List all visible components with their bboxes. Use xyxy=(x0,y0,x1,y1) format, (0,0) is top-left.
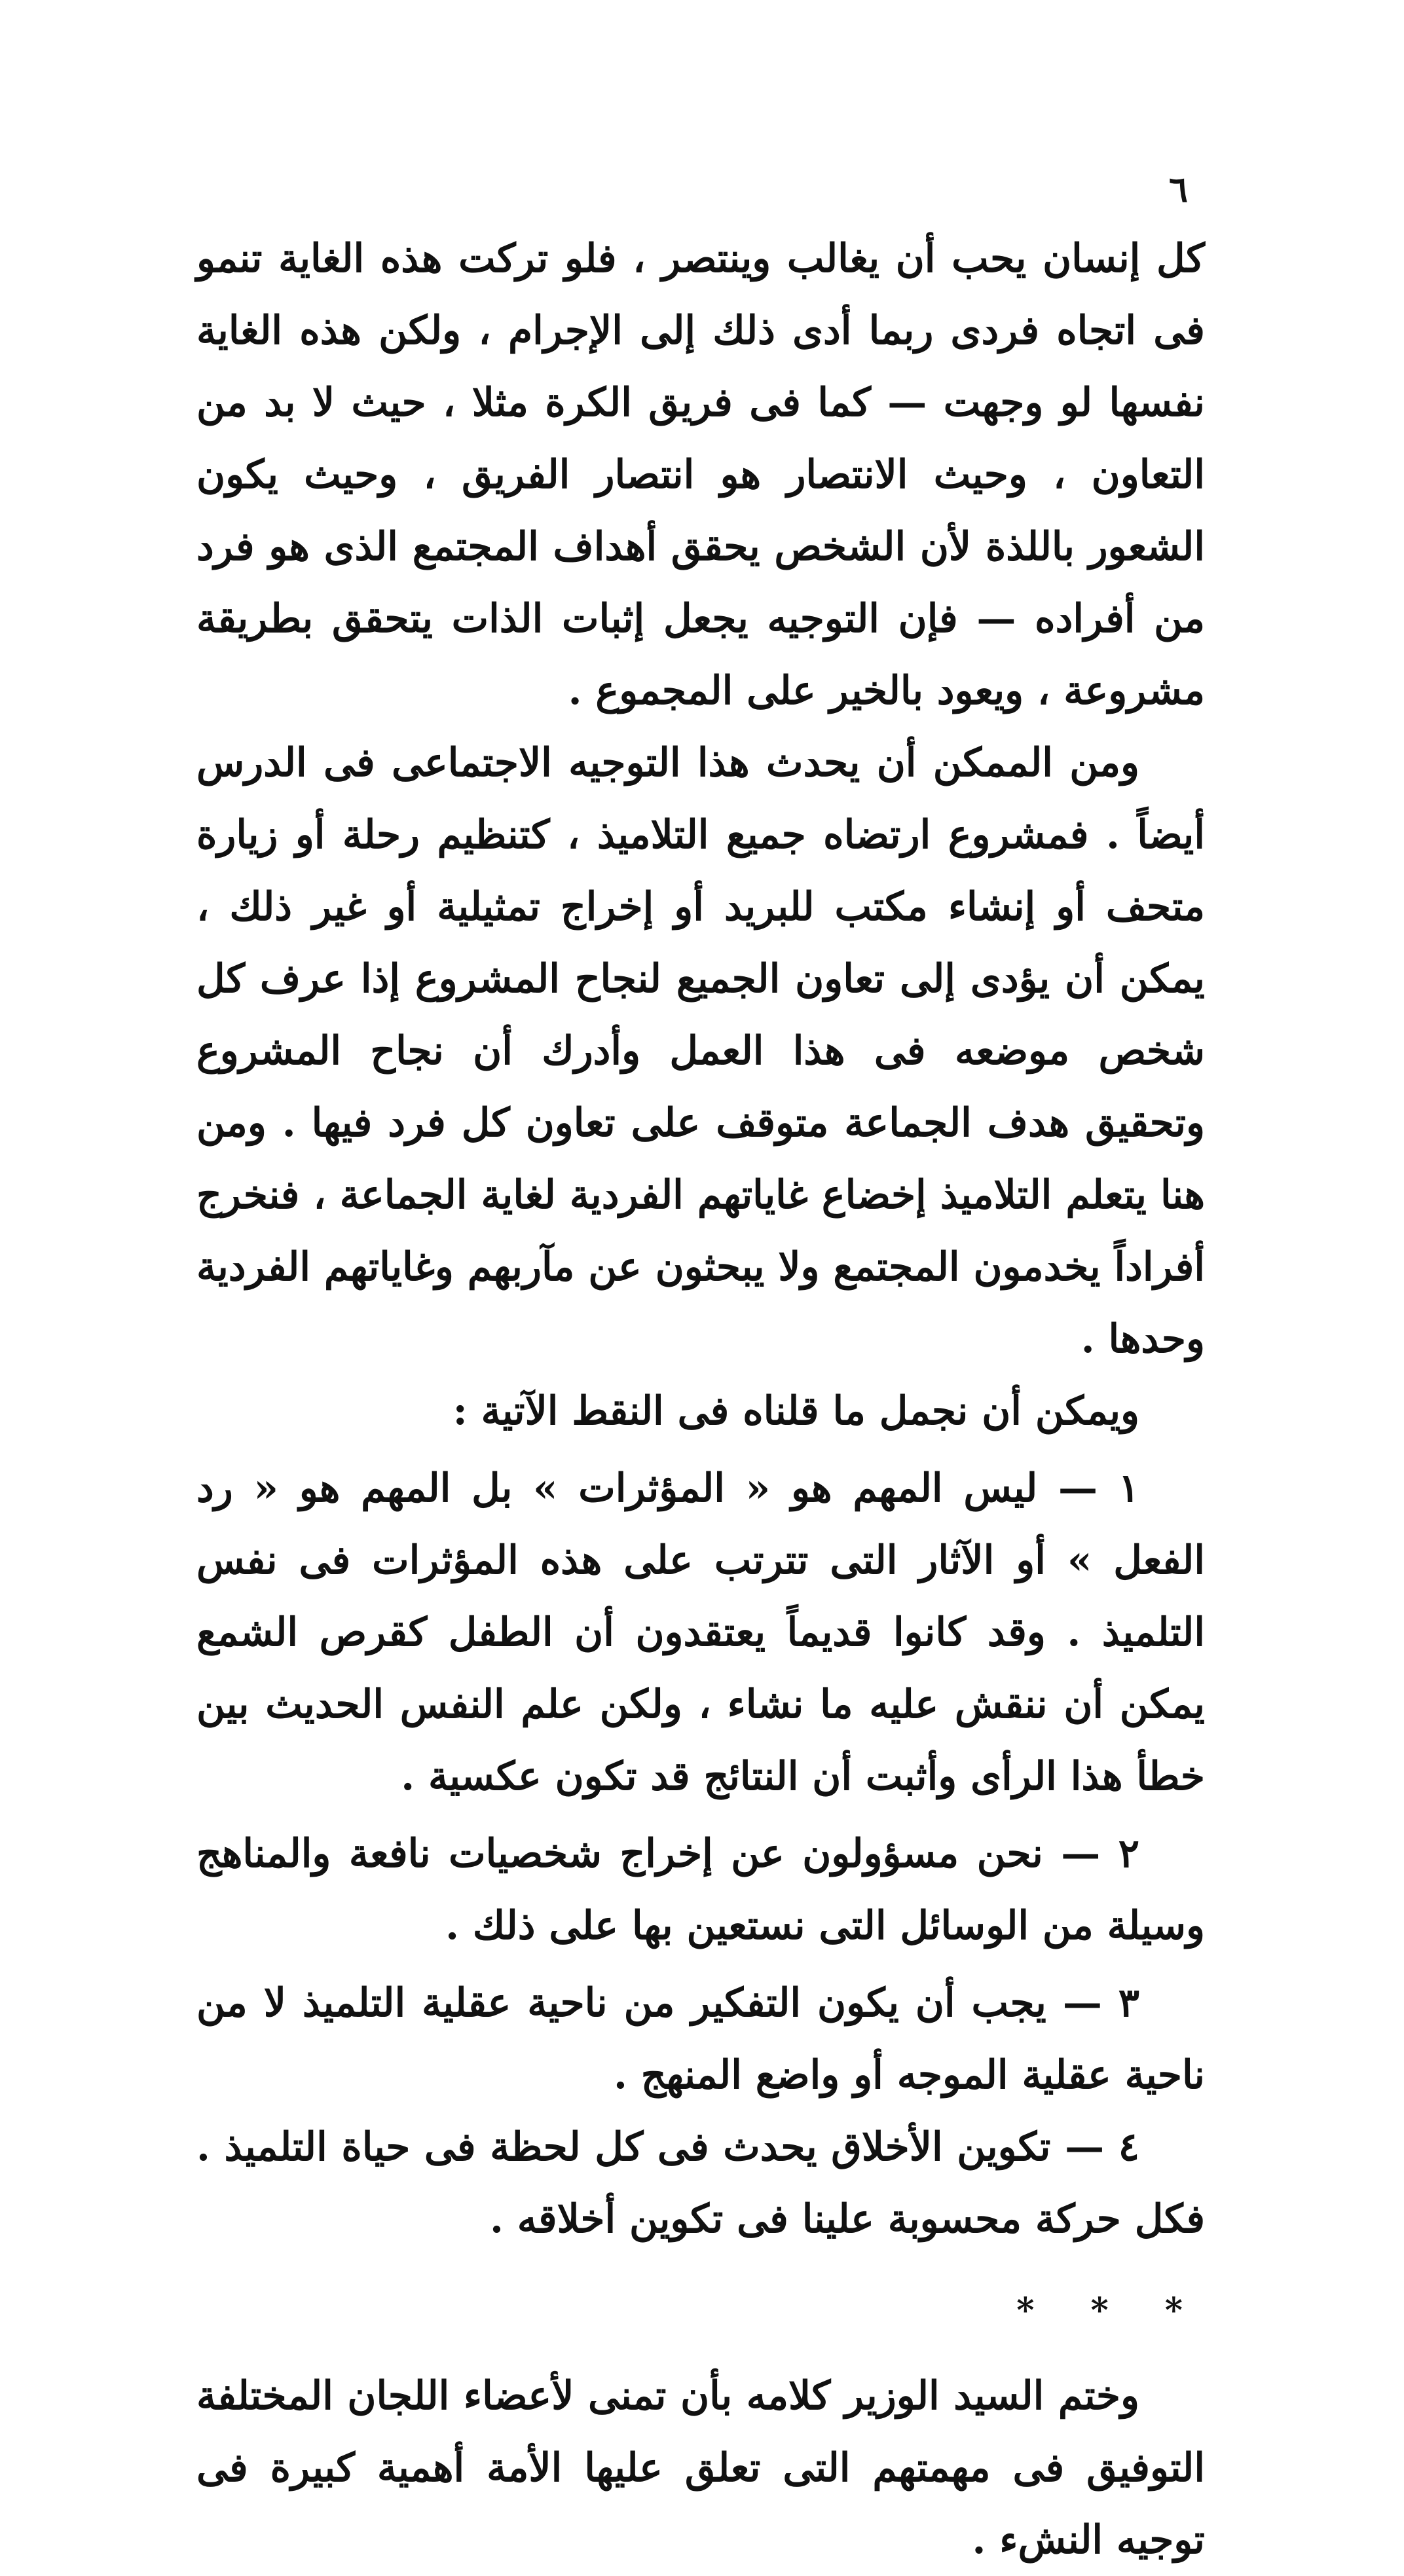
paragraph-goal-direction: كل إنسان يحب أن يغالب وينتصر ، فلو تركت هذه الغاية تنمو فى اتجاه فردى ربما أدى ذلك إلى الإجرام ، ولكن هذه الغاية نفسها لو وجهت — كما فى فريق الكرة مثلا ، حيث لا بد من التعاون ، وحيث الانتصار هو انتصار الفريق ، وحيث يكون الشعور باللذة لأن الشخص يحقق أهداف المجتمع الذى هو فرد من أفراده — فإن التوجيه يجعل إثبات الذات يتحقق بطريقة مشروعة ، ويعود بالخير على المجموع . xyxy=(196,236,1205,714)
list-item-4: ٤ — تكوين الأخلاق يحدث فى كل لحظة فى حياة التلميذ . فكل حركة محسوبة علينا فى تكوين أخلاقه . xyxy=(196,2124,1205,2242)
section-separator: * * * xyxy=(1016,2291,1205,2330)
page-number: ٦ xyxy=(1168,168,1188,210)
paragraph-closing: وختم السيد الوزير كلامه بأن تمنى لأعضاء اللجان المختلفة التوفيق فى مهمتهم التى تعلق عليها الأمة أهمية كبيرة فى توجيه النشء . xyxy=(196,2373,1205,2563)
paragraph-summary-intro: ويمكن أن نجمل ما قلناه فى النقط الآتية : xyxy=(453,1388,1139,1434)
list-item-1: ١ — ليس المهم هو « المؤثرات » بل المهم هو « رد الفعل » أو الآثار التى تترتب على هذه المؤثرات فى نفس التلميذ . وقد كانوا قديماً يعتقدون أن الطفل كقرص الشمع يمكن أن ننقش عليه ما نشاء ، ولكن علم النفس الحديث بين خطأ هذا الرأى وأثبت أن النتائج قد تكون عكسية . xyxy=(196,1465,1205,1799)
list-item-2: ٢ — نحن مسؤولون عن إخراج شخصيات نافعة والمناهج وسيلة من الوسائل التى نستعين بها على ذلك . xyxy=(196,1831,1205,1949)
list-item-3: ٣ — يجب أن يكون التفكير من ناحية عقلية التلميذ لا من ناحية عقلية الموجه أو واضع المنهج . xyxy=(196,1980,1205,2098)
body-text xyxy=(196,223,1205,2576)
paragraph-social-guidance: ومن الممكن أن يحدث هذا التوجيه الاجتماعى فى الدرس أيضاً . فمشروع ارتضاه جميع التلاميذ ، كتنظيم رحلة أو زيارة متحف أو إنشاء مكتب للبريد أو إخراج تمثيلية أو غير ذلك ، يمكن أن يؤدى إلى تعاون الجميع لنجاح المشروع إذا عرف كل شخص موضعه فى هذا العمل وأدرك أن نجاح المشروع وتحقيق هدف الجماعة متوقف على تعاون كل فرد فيها . ومن هنا يتعلم التلاميذ إخضاع غاياتهم الفردية لغاية الجماعة ، فنخرج أفراداً يخدمون المجتمع ولا يبحثون عن مآربهم وغاياتهم الفردية وحدها . xyxy=(196,740,1206,1362)
